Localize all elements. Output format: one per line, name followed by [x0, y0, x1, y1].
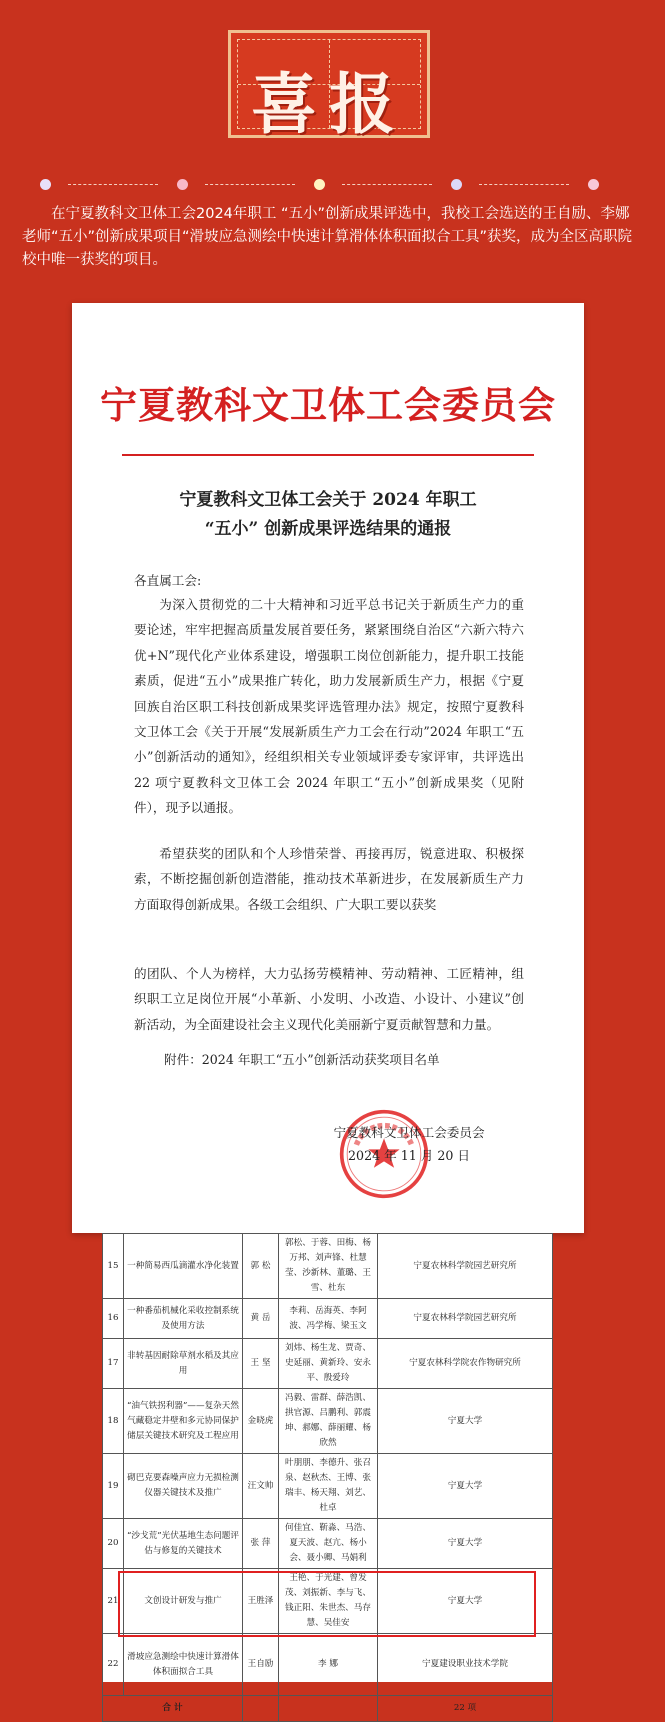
project-title: 滑坡应急测绘中快速计算滑体体积面拟合工具 [124, 1634, 243, 1696]
project-unit: 宁夏农林科学院园艺研究所 [378, 1299, 553, 1339]
row-number: 19 [103, 1454, 124, 1519]
project-unit: 宁夏大学 [378, 1569, 553, 1634]
project-unit: 宁夏大学 [378, 1454, 553, 1519]
awards-table [102, 1233, 553, 1713]
table-row [103, 1569, 553, 1634]
total-empty [279, 1696, 378, 1722]
row-number: 18 [103, 1389, 124, 1454]
document-title-line2: “五小” 创新成果评选结果的通报 [204, 519, 452, 539]
title-box [228, 30, 430, 143]
project-members: 王艳、于光建、曾发茂、刘振新、李与飞、钱正阳、朱世杰、马存慧、吴佳安 [279, 1569, 378, 1634]
dot-decoration [451, 179, 462, 190]
dot-decoration [40, 179, 51, 190]
project-lead: 王 坚 [243, 1339, 279, 1389]
row-number: 21 [103, 1569, 124, 1634]
project-lead: 黄 岳 [243, 1299, 279, 1339]
project-members: 郭松、于蓉、田梅、杨万邦、刘声锋、杜慧莹、沙新林、董璐、王雪、杜东 [279, 1234, 378, 1299]
total-label: 合 计 [103, 1696, 243, 1722]
salutation: 各直属工会: [134, 573, 202, 588]
project-unit: 宁夏大学 [378, 1389, 553, 1454]
row-number: 22 [103, 1634, 124, 1696]
total-row [103, 1696, 553, 1722]
signature-block [304, 1121, 514, 1167]
project-unit: 宁夏大学 [378, 1519, 553, 1569]
project-members: 李莉、岳海英、李阿波、冯学梅、梁玉文 [279, 1299, 378, 1339]
project-members: 何佳宜、靳淼、马浩、夏天波、赵亢、杨小会、聂小卿、马娟利 [279, 1519, 378, 1569]
project-lead: 郭 松 [243, 1234, 279, 1299]
dot-decoration [314, 179, 325, 190]
awards-table-grid [102, 1233, 553, 1722]
project-title: 一种番茄机械化采收控制系统及使用方法 [124, 1299, 243, 1339]
project-title: 文创设计研发与推广 [124, 1569, 243, 1634]
signature-date: 2024 年 11 月 20 日 [348, 1148, 470, 1163]
table-row [103, 1234, 553, 1299]
notice-document [72, 303, 584, 1233]
row-number: 16 [103, 1299, 124, 1339]
project-lead: 金晓虎 [243, 1389, 279, 1454]
row-number: 15 [103, 1234, 124, 1299]
red-divider [122, 454, 534, 456]
project-title: “沙戈荒”光伏基地生态问题评估与修复的关键技术 [124, 1519, 243, 1569]
paragraph-3: 的团队、个人为榜样，大力弘扬劳模精神、劳动精神、工匠精神，组织职工立足岗位开展“小革新、小发明、小改造、小设计、小建议”创新活动，为全面建设社会主义现代化美丽新宁夏贡献智慧和力量。 [134, 966, 524, 1032]
table-row [103, 1299, 553, 1339]
project-lead: 王自励 [243, 1634, 279, 1696]
project-unit: 宁夏农林科学院农作物研究所 [378, 1339, 553, 1389]
project-members: 冯毅、雷群、薛浩凯、拱官源、吕鹏利、郭震坤、郝娜、薛丽耀、杨欣然 [279, 1389, 378, 1454]
row-number: 20 [103, 1519, 124, 1569]
table-row [103, 1634, 553, 1696]
project-members: 刘炜、杨生龙、贾奇、史延丽、黄新玲、安永平、殷爱玲 [279, 1339, 378, 1389]
dashed-line [479, 184, 569, 185]
project-unit: 宁夏建设职业技术学院 [378, 1634, 553, 1696]
dot-decoration [177, 179, 188, 190]
project-lead: 王胜泽 [243, 1569, 279, 1634]
dashed-line [342, 184, 432, 185]
dashed-line [205, 184, 295, 185]
project-unit: 宁夏农林科学院园艺研究所 [378, 1234, 553, 1299]
dashed-line [68, 184, 158, 185]
total-empty [243, 1696, 279, 1722]
project-title: 非转基因耐除草剂水稻及其应用 [124, 1339, 243, 1389]
document-title [72, 486, 584, 544]
banner [0, 0, 665, 165]
org-header: 宁夏教科文卫体工会委员会 [100, 383, 556, 427]
table-row [103, 1339, 553, 1389]
paragraph-2: 希望获奖的团队和个人珍惜荣誉、再接再厉，锐意进取、积极探索，不断挖掘创新创造潜能，推动技术革新进步，在发展新质生产力方面取得创新成果。各级工会组织、广大职工要以获奖 [134, 846, 524, 912]
project-lead: 张 萍 [243, 1519, 279, 1569]
total-value: 22 项 [378, 1696, 553, 1722]
signature-org: 宁夏教科文卫体工会委员会 [333, 1125, 485, 1140]
dot-decoration [588, 179, 599, 190]
intro-paragraph: 在宁夏教科文卫体工会2024年职工 “五小”创新成果评选中，我校工会选送的王自励、李娜老师“五小”创新成果项目“滑坡应急测绘中快速计算滑体体积面拟合工具”获奖，成为全区高职院校中唯一获奖的项目。 [22, 206, 633, 268]
attachment-note: 附件：2024 年职工“五小”创新活动获奖项目名单 [164, 1052, 440, 1067]
project-title: “油气铁拐利器”——复杂天然气藏稳定井壁和多元协同保护储层关键技术研究及工程应用 [124, 1389, 243, 1454]
paragraph-1: 为深入贯彻党的二十大精神和习近平总书记关于新质生产力的重要论述，牢牢把握高质量发展首要任务，紧紧围绕自治区“六新六特六优+N”现代化产业体系建设，增强职工岗位创新能力，提升职工技能素质，促进“五小”成果推广转化，助力发展新质生产力，根据《宁夏回族自治区职工科技创新成果奖评选管理办法》规定，按照宁夏教科文卫体工会《关于开展“发展新质生产力工会在行动”2024 年职工“五小”创新活动的通知》，经组织相关专业领域评委专家评审，共评选出 22 项宁夏教科文卫体工会 2024 年职工“五小”创新成果奖（见附件），现予以通报。 [134, 597, 524, 816]
project-members: 叶朋朋、李德升、张召泉、赵秋杰、王博、张瑞丰、杨天翔、刘艺、杜卓 [279, 1454, 378, 1519]
table-row [103, 1389, 553, 1454]
dot-divider [40, 179, 625, 191]
project-title: 砌巴克要森噪声应力无损检测仪器关键技术及推广 [124, 1454, 243, 1519]
project-title: 一种简易西瓜滴灌水净化装置 [124, 1234, 243, 1299]
table-row [103, 1454, 553, 1519]
project-members: 李 娜 [279, 1634, 378, 1696]
table-row [103, 1519, 553, 1569]
document-title-line1: 宁夏教科文卫体工会关于 2024 年职工 [179, 490, 477, 510]
page-title: 喜报 [251, 66, 407, 143]
row-number: 17 [103, 1339, 124, 1389]
project-lead: 汪文帅 [243, 1454, 279, 1519]
